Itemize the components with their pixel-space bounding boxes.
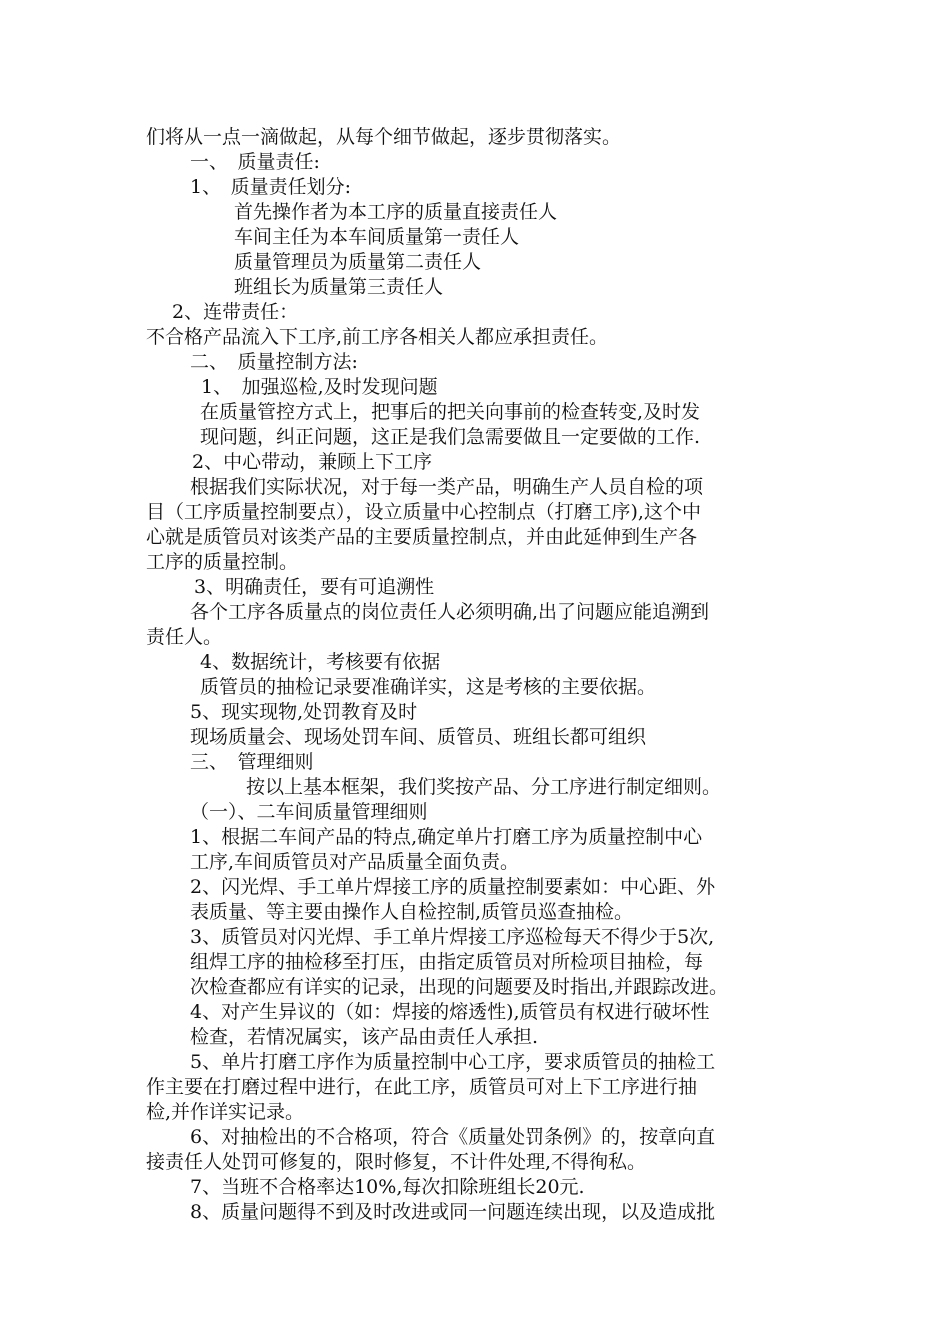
subsection-heading: 3、明确责任，要有可追溯性 xyxy=(194,576,435,598)
text-line: 目（工序质量控制要点），设立质量中心控制点（打磨工序),这个中 xyxy=(146,501,701,523)
subsection-heading: （一）、二车间质量管理细则 xyxy=(190,801,428,823)
text-line: 4、对产生异议的（如：焊接的熔透性),质管员有权进行破坏性 xyxy=(190,1001,710,1023)
text-line: 组焊工序的抽检移至打压，由指定质管员对所检项目抽检，每 xyxy=(190,951,704,973)
subsection-heading: 2、连带责任： xyxy=(172,301,299,323)
text-line: 工序的质量控制。 xyxy=(146,551,299,573)
text-line: 工序,车间质管员对产品质量全面负责。 xyxy=(190,851,520,873)
list-item: 班组长为质量第三责任人 xyxy=(234,276,444,298)
text-line: 不合格产品流入下工序,前工序各相关人都应承担责任。 xyxy=(146,326,609,348)
list-item: 车间主任为本车间质量第一责任人 xyxy=(234,226,520,248)
text-line: 1、根据二车间产品的特点,确定单片打磨工序为质量控制中心 xyxy=(190,826,703,848)
text-line: 次检查都应有详实的记录，出现的问题要及时指出,并跟踪改进。 xyxy=(190,976,729,998)
text-line: 2、闪光焊、手工单片焊接工序的质量控制要素如：中心距、外 xyxy=(190,876,716,898)
section-heading: 一、 质量责任: xyxy=(190,151,320,173)
subsection-heading: 2、中心带动，兼顾上下工序 xyxy=(192,451,433,473)
text-line: 3、质管员对闪光焊、手工单片焊接工序巡检每天不得少于5次, xyxy=(190,926,715,948)
text-line: 按以上基本框架，我们奖按产品、分工序进行制定细则。 xyxy=(246,776,722,798)
text-line: 责任人。 xyxy=(146,626,223,648)
subsection-heading: 5、现实现物,处罚教育及时 xyxy=(190,701,418,723)
text-line: 各个工序各质量点的岗位责任人必须明确,出了问题应能追溯到 xyxy=(190,601,710,623)
text-line: 检查，若情况属实，该产品由责任人承担. xyxy=(190,1026,539,1048)
list-item: 质量管理员为质量第二责任人 xyxy=(234,251,482,273)
text-line: 5、单片打磨工序作为质量控制中心工序，要求质管员的抽检工 xyxy=(190,1051,716,1073)
text-line: 质管员的抽检记录要准确详实，这是考核的主要依据。 xyxy=(200,676,657,698)
subsection-heading: 4、数据统计，考核要有依据 xyxy=(200,651,441,673)
subsection-heading: 1、 加强巡检,及时发现问题 xyxy=(201,376,438,398)
text-line: 现场质量会、现场处罚车间、质管员、班组长都可组织 xyxy=(190,726,647,748)
text-line: 作主要在打磨过程中进行，在此工序，质管员可对上下工序进行抽 xyxy=(146,1076,698,1098)
text-line: 7、当班不合格率达10%,每次扣除班组长20元. xyxy=(190,1176,585,1198)
text-line: 检,并作详实记录。 xyxy=(146,1101,305,1123)
text-line: 现问题，纠正问题，这正是我们急需要做且一定要做的工作. xyxy=(200,426,701,448)
subsection-heading: 1、 质量责任划分: xyxy=(190,176,351,198)
text-line: 们将从一点一滴做起，从每个细节做起，逐步贯彻落实。 xyxy=(146,126,622,148)
section-heading: 三、 管理细则 xyxy=(190,751,314,773)
text-line: 心就是质管员对该类产品的主要质量控制点，并由此延伸到生产各 xyxy=(146,526,698,548)
text-line: 根据我们实际状况，对于每一类产品，明确生产人员自检的项 xyxy=(190,476,704,498)
text-line: 8、质量问题得不到及时改进或同一问题连续出现，以及造成批 xyxy=(190,1201,716,1223)
list-item: 首先操作者为本工序的质量直接责任人 xyxy=(234,201,558,223)
text-line: 接责任人处罚可修复的，限时修复，不计件处理,不得徇私。 xyxy=(146,1151,647,1173)
text-line: 表质量、等主要由操作人自检控制,质管员巡查抽检。 xyxy=(190,901,634,923)
text-line: 6、对抽检出的不合格项，符合《质量处罚条例》的，按章向直 xyxy=(190,1126,716,1148)
section-heading: 二、 质量控制方法: xyxy=(190,351,358,373)
text-line: 在质量管控方式上，把事后的把关向事前的检查转变,及时发 xyxy=(200,401,701,423)
